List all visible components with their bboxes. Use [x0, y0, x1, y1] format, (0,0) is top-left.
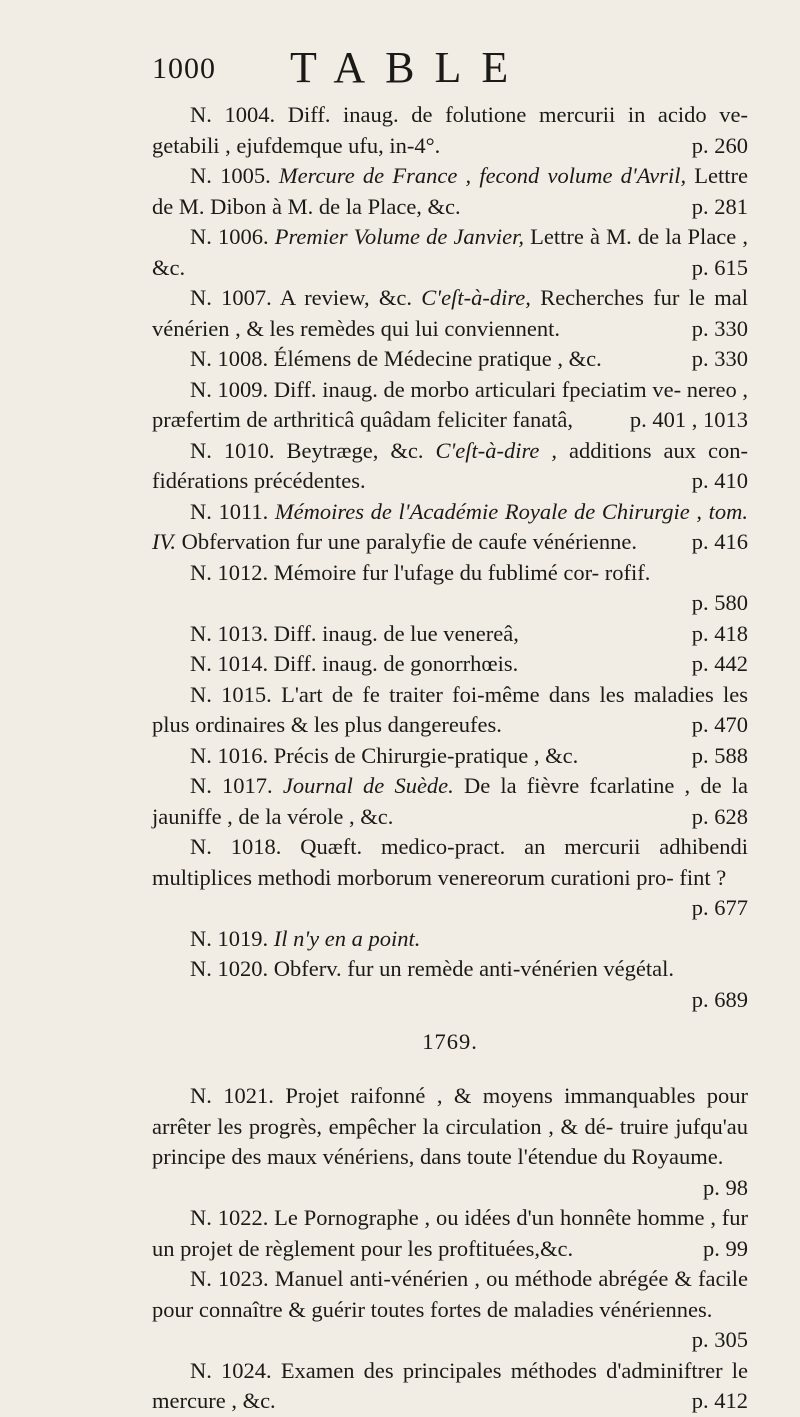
entry-text: additions aux con- fidérations précédentes. [152, 437, 749, 493]
entry-text: Diff. inaug. de folutione mercurii in acido ve- getabili , ejufdemque ufu, in-4°. [152, 102, 749, 158]
page-reference: p. 401 , 1013 [629, 407, 748, 432]
page-number: 1000 [152, 52, 216, 85]
index-entry [152, 222, 748, 283]
entry-number: N. 1017. [190, 773, 283, 798]
entry-number: N. 1024. [190, 1357, 281, 1383]
entry-number: N. 1009. [190, 376, 274, 402]
page-reference: p. 615 [691, 254, 748, 280]
page-reference: p. 410 [691, 468, 748, 493]
entry-number: N. 1018. [190, 834, 301, 859]
entry-number: N. 1015. [190, 681, 282, 707]
page-reference: p. 689 [691, 986, 748, 1012]
page-reference: p. 330 [691, 315, 748, 341]
index-entry [152, 1081, 748, 1203]
entry-number: N. 1007. [190, 285, 280, 310]
page-reference: p. 580 [691, 590, 748, 615]
index-entry [152, 1356, 748, 1417]
entry-text: Mémoire fur l'ufage du fublimé cor- rofif. [273, 559, 651, 585]
page-reference: p. 677 [691, 895, 748, 920]
entry-text: L'art de fe traiter foi-même dans les maladies les plus ordinaires & les plus dangereufes. [152, 681, 748, 737]
entry-text: Examen des principales méthodes d'adminiftrer le mercure , &c. [152, 1357, 748, 1413]
index-entry [152, 649, 748, 680]
entry-number: N. 1014. [190, 651, 274, 676]
page-reference: p. 98 [703, 1174, 748, 1200]
entry-number: N. 1013. [190, 620, 274, 646]
index-entry [152, 1264, 748, 1356]
running-title: TABLE [290, 43, 529, 92]
index-entry [152, 344, 748, 375]
index-entry [152, 497, 748, 558]
entry-title: C'eſt-à-dire , [435, 437, 570, 463]
page-reference: p. 416 [691, 529, 748, 554]
entry-title: Mercure de France , fecond volume d'Avril, [278, 163, 695, 188]
entry-number: N. 1022. [190, 1205, 275, 1230]
index-entry [152, 558, 748, 619]
entry-title: Journal de Suède. [282, 773, 464, 798]
entry-text: Lettre à M. de la Place , &c. [152, 224, 749, 280]
index-entry [152, 100, 748, 161]
entry-text: Recherches fur le mal vénérien , & les remèdes qui lui conviennent. [152, 285, 749, 341]
entry-list-1769 [152, 1081, 748, 1417]
entry-number: N. 1020. [190, 956, 274, 981]
entry-text: Quæft. medico-pract. an mercurii adhibendi multiplices methodi morborum venereorum curationi pro- fint ? [152, 834, 748, 890]
entry-title: C'eſt-à-dire, [421, 285, 541, 310]
entry-text: Diff. inaug. de lue venereâ, [273, 620, 519, 646]
entry-text: Précis de Chirurgie-pratique , &c. [273, 742, 579, 768]
entry-text: Manuel anti-vénérien , ou méthode abrégée & facile pour connaître & guérir toutes fortes de maladies vénériennes. [152, 1266, 748, 1322]
entry-number: N. 1006. [190, 224, 275, 249]
page-reference: p. 588 [691, 742, 748, 768]
index-entry [152, 436, 748, 497]
entry-number: N. 1016. [190, 742, 274, 768]
entry-text: De la fièvre fcarlatine , de la jauniffe , de la vérole , &c. [152, 773, 748, 829]
entry-number: N. 1021. [190, 1083, 286, 1108]
page-reference: p. 330 [691, 346, 748, 371]
index-entry [152, 924, 748, 955]
index-entry [152, 954, 748, 1015]
entry-number: N. 1012. [190, 559, 274, 585]
entry-number: N. 1004. [190, 102, 288, 127]
entry-text: Projet raifonné , & moyens immanquables pour arrêter les progrès, empêcher la circulation , & dé- truire jufqu'au principe des maux vénériens, dans toute l'étendue du Royaume. [152, 1083, 749, 1169]
entry-text: Obferv. fur un remède anti-vénérien végétal. [273, 956, 674, 981]
year-heading: 1769. [422, 1029, 478, 1054]
entry-text: Diff. inaug. de gonorrhœis. [273, 651, 519, 676]
index-entry [152, 283, 748, 344]
page-reference: p. 418 [691, 620, 748, 646]
entry-text: Obfervation fur une paralyfie de caufe vénérienne. [181, 529, 637, 554]
entry-number: N. 1011. [190, 498, 275, 524]
index-entry [152, 680, 748, 741]
entry-number: N. 1019. [190, 925, 274, 951]
entry-text: Élémens de Médecine pratique , &c. [273, 346, 602, 371]
index-entry [152, 741, 748, 772]
index-entry [152, 771, 748, 832]
entry-list-1768 [152, 100, 748, 1015]
entry-prefix: A review, &c. [279, 285, 422, 310]
page-reference: p. 470 [691, 712, 748, 737]
page-reference: p. 412 [691, 1388, 748, 1413]
page-reference: p. 260 [691, 132, 748, 158]
entry-title: Il n'y en a point. [273, 925, 421, 951]
page-reference: p. 628 [691, 803, 748, 829]
index-entry [152, 161, 748, 222]
entry-text: Diff. inaug. de morbo articulari fpeciatim ve- nereo , præfertim de arthriticâ quâdam feliciter fanatâ, [152, 376, 748, 432]
entry-number: N. 1008. [190, 346, 274, 371]
page-reference: p. 305 [691, 1327, 748, 1352]
page-reference: p. 442 [691, 651, 748, 676]
index-entry [152, 375, 748, 436]
entry-number: N. 1023. [190, 1266, 275, 1291]
entry-number: N. 1005. [190, 163, 279, 188]
entry-text: Lettre de M. Dibon à M. de la Place, &c. [152, 163, 749, 219]
entry-text: Le Pornographe , ou idées d'un honnête homme , fur un projet de règlement pour les proftituées,&c. [152, 1205, 749, 1261]
page-reference: p. 281 [691, 193, 748, 219]
index-entry [152, 1203, 748, 1264]
entry-title: Premier Volume de Janvier, [274, 224, 531, 249]
page-reference: p. 99 [703, 1235, 748, 1261]
page-header [152, 42, 748, 100]
index-entry [152, 619, 748, 650]
entry-title: Mémoires de l'Académie Royale de Chirurgie , tom. IV. [152, 498, 748, 554]
entry-prefix: Beytræge, &c. [286, 437, 436, 463]
entry-number: N. 1010. [190, 437, 287, 463]
index-entry [152, 832, 748, 924]
